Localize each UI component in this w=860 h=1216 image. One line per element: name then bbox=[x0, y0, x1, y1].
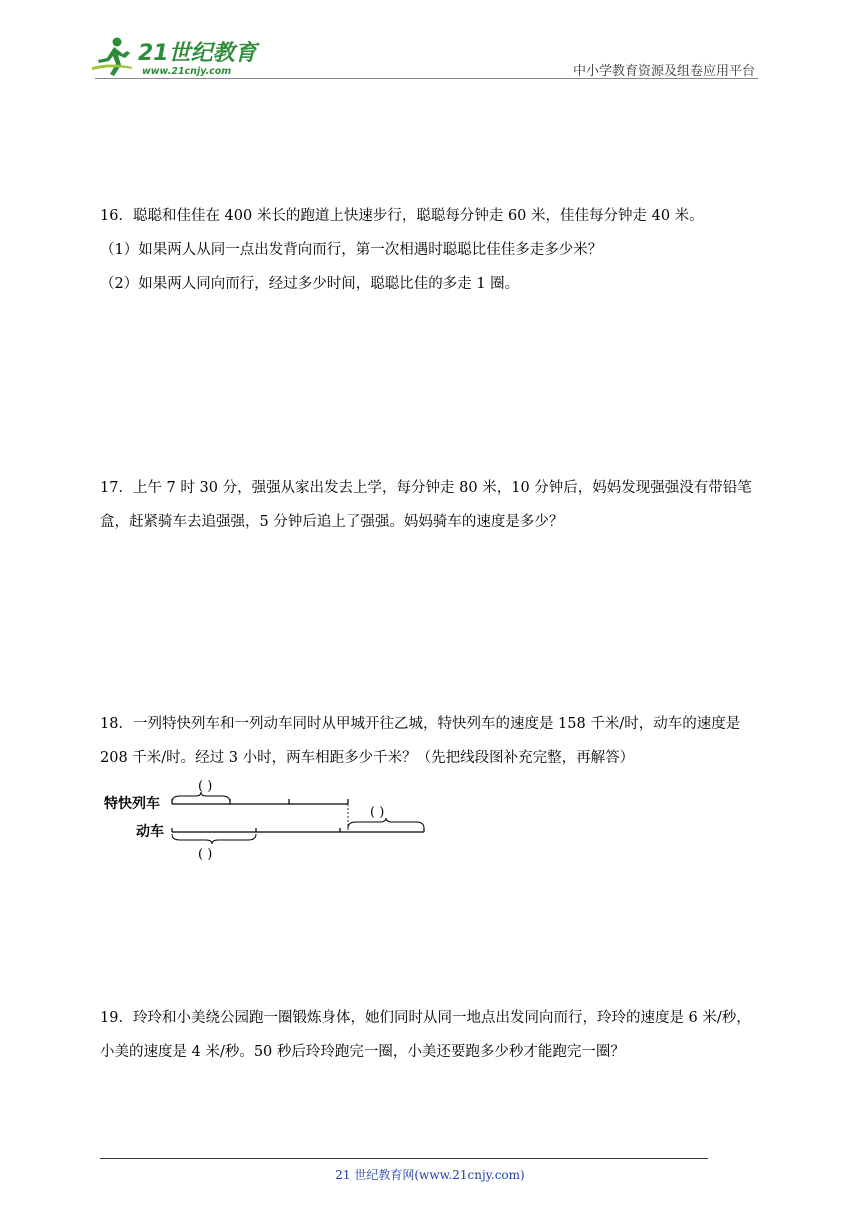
question-16 bbox=[100, 200, 764, 300]
header-divider bbox=[95, 78, 758, 79]
header-platform-text: 中小学教育资源及组卷应用平台 bbox=[572, 64, 755, 79]
question-16-stem: 16．聪聪和佳佳在 400 米长的跑道上快速步行，聪聪每分钟走 60 米，佳佳每分钟走 40 米。 bbox=[100, 208, 704, 224]
logo-title: 21世纪教育 bbox=[138, 41, 257, 66]
question-18-line-1: 18．一列特快列车和一列动车同时从甲城开往乙城，特快列车的速度是 158 千米/时，动车的速度是 bbox=[100, 716, 741, 732]
question-17-line-2: 盒，赶紧骑车去追强强，5 分钟后追上了强强。妈妈骑车的速度是多少？ bbox=[100, 514, 564, 530]
question-17 bbox=[100, 472, 764, 538]
blank-bottom: ( ) bbox=[198, 847, 213, 862]
question-18 bbox=[100, 708, 764, 774]
line-segment-diagram bbox=[100, 772, 440, 872]
label-bullet-train: 动车 bbox=[136, 824, 164, 840]
footer-divider bbox=[100, 1158, 708, 1159]
question-16-part-2: （2）如果两人同向而行，经过多少时间，聪聪比佳的多走 1 圈。 bbox=[100, 276, 520, 292]
brace-top bbox=[172, 792, 230, 802]
runner-icon bbox=[92, 38, 132, 77]
brace-bottom bbox=[172, 834, 256, 844]
footer-link[interactable]: 21 世纪教育网(www.21cnjy.com) bbox=[335, 1168, 525, 1182]
question-16-part-1: （1）如果两人从同一点出发背向而行，第一次相遇时聪聪比佳佳多走多少米？ bbox=[100, 242, 603, 258]
question-19-line-2: 小美的速度是 4 米/秒。50 秒后玲玲跑完一圈，小美还要跑多少秒才能跑完一圈？ bbox=[100, 1044, 625, 1060]
question-18-line-2: 208 千米/时。经过 3 小时，两车相距多少千米？（先把线段图补充完整，再解答） bbox=[100, 750, 635, 766]
logo-21cnjy bbox=[92, 34, 262, 80]
question-19 bbox=[100, 1002, 764, 1068]
question-19-line-1: 19．玲玲和小美绕公园跑一圈锻炼身体，她们同时从同一地点出发同向而行，玲玲的速度是 6 米/秒， bbox=[100, 1010, 751, 1026]
logo-url: www.21cnjy.com bbox=[142, 66, 232, 77]
question-17-line-1: 17．上午 7 时 30 分，强强从家出发去上学，每分钟走 80 米，10 分钟后，妈妈发现强强没有带铅笔 bbox=[100, 480, 752, 496]
label-express-train: 特快列车 bbox=[104, 796, 160, 812]
blank-top: ( ) bbox=[198, 779, 213, 794]
brace-right bbox=[348, 818, 424, 828]
blank-right: ( ) bbox=[370, 805, 385, 820]
page-header bbox=[0, 0, 860, 90]
